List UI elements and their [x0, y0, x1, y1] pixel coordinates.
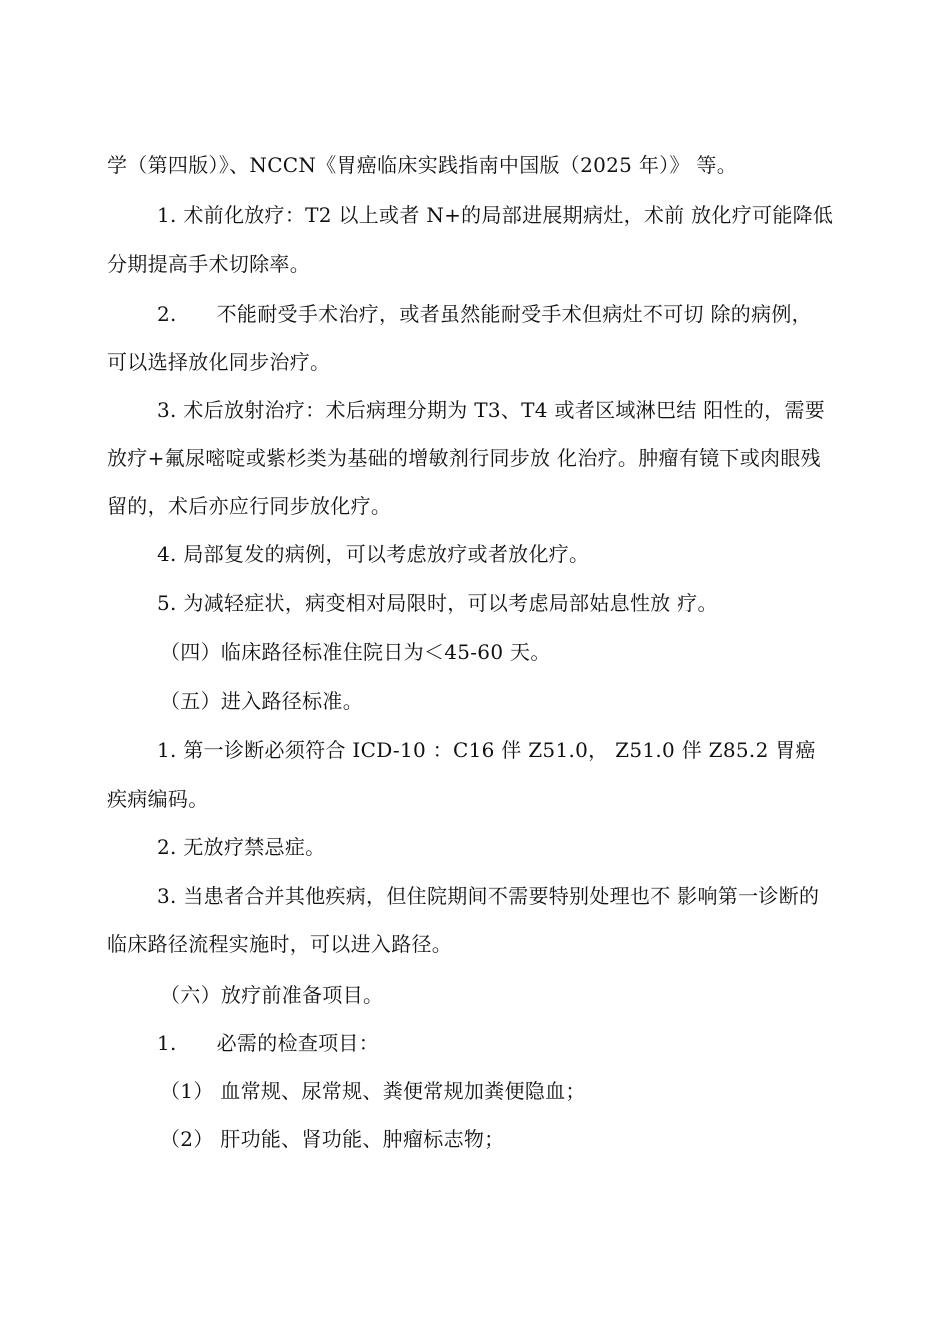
list-item: （1） 血常规、尿常规、粪便常规加粪便隐血； [160, 1079, 586, 1103]
text-line: 可以选择放化同步治疗。 [107, 350, 331, 374]
text-line: 学（第四版）》、NCCN《胃癌临床实践指南中国版（2025 年）》 等。 [107, 153, 738, 177]
text-line: 放疗+氟尿嘧啶或紫杉类为基础的增敏剂行同步放 化治疗。肿瘤有镜下或肉眼残 [107, 446, 821, 470]
text-line: 1. 必需的检查项目： [157, 1031, 380, 1055]
section-heading: （四）临床路径标准住院日为＜45-60 天。 [160, 640, 551, 664]
text-line: 分期提高手术切除率。 [107, 252, 310, 276]
text-line: 1. 术前化放疗：T2 以上或者 N+的局部进展期病灶，术前 放化疗可能降低 [157, 203, 834, 227]
text-line: 3. 术后放射治疗：术后病理分期为 T3、T4 或者区域淋巴结 阳性的，需要 [157, 398, 826, 422]
text-line: 3. 当患者合并其他疾病，但住院期间不需要特别处理也不 影响第一诊断的 [157, 884, 820, 908]
text-line: 4. 局部复发的病例，可以考虑放疗或者放化疗。 [157, 542, 590, 566]
text-line: 临床路径流程实施时，可以进入路径。 [107, 932, 453, 956]
text-line: 2. 无放疗禁忌症。 [157, 835, 326, 859]
text-line: 2. 不能耐受手术治疗，或者虽然能耐受手术但病灶不可切 除的病例， [157, 302, 812, 326]
section-heading: （六）放疗前准备项目。 [160, 983, 384, 1007]
text-line: 留的，术后亦应行同步放化疗。 [107, 494, 392, 518]
text-line: 疾病编码。 [107, 787, 209, 811]
list-item: （2） 肝功能、肾功能、肿瘤标志物； [160, 1127, 505, 1151]
text-line: 1. 第一诊断必须符合 ICD-10 ：C16 伴 Z51.0， Z51.0 伴 Z85.2 胃癌 [157, 738, 816, 762]
section-heading: （五）进入路径标准。 [160, 689, 363, 713]
text-line: 5. 为减轻症状，病变相对局限时，可以考虑局部姑息性放 疗。 [157, 591, 718, 615]
